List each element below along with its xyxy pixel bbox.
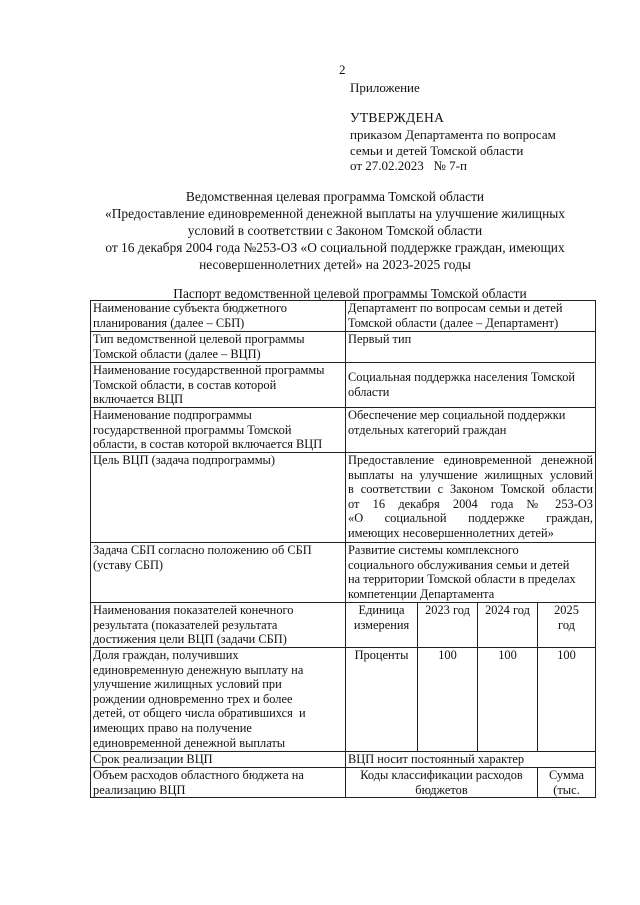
approved-heading: УТВЕРЖДЕНА: [350, 110, 445, 125]
table-row: [91, 408, 596, 453]
year-2024-header: 2024 год: [478, 603, 538, 648]
term-row: [91, 752, 596, 768]
approval-line: приказом Департамента по вопросам: [350, 127, 556, 142]
approval-order: [350, 127, 556, 174]
table-row: [91, 332, 596, 363]
approval-line: семьи и детей Томской области: [350, 142, 524, 158]
indicators-label: Наименования показателей конечного результата (показателей результата достижения цели ВЦП (задачи СБП): [91, 603, 346, 648]
year-2023-header: 2023 год: [418, 603, 478, 648]
table-row: [91, 543, 596, 603]
program-title-line: Ведомственная целевая программа Томской области: [185, 189, 485, 204]
classification-codes-header: Коды классификации расходов бюджетов: [346, 768, 538, 798]
row-value: Предоставление единовременной денежной выплаты на улучшение жилищных условий в соответствии с Законом Томской области от 16 декабря 2004 года № 253-ОЗ «О социальной поддержке граждан, имеющих несовершеннолетних детей»: [346, 453, 596, 543]
page-number: 2: [339, 62, 346, 77]
table-row: [91, 453, 596, 543]
row-label: Наименование государственной программы Томской области, в состав которой включается ВЦП: [91, 363, 346, 408]
term-label: Срок реализации ВЦП: [91, 752, 346, 768]
passport-table: [90, 300, 596, 798]
row-label: Задача СБП согласно положению об СБП (уставу СБП): [91, 543, 346, 603]
sum-header: Сумма (тыс.: [538, 768, 596, 798]
table-row: [91, 301, 596, 332]
unit-header: Единица измерения: [346, 603, 418, 648]
program-title-line: «Предоставление единовременной денежной выплаты на улучшение жилищных: [105, 206, 565, 221]
program-title-line: условий в соответствии с Законом Томской области: [187, 223, 483, 238]
program-title-line: несовершеннолетних детей» на 2023-2025 годы: [199, 257, 471, 272]
indicator-label: Доля граждан, получивших единовременную денежную выплату на улучшение жилищных условий при рождении одновременно трех и более детей, от общего числа обратившихся и имеющих право на получение единовременной денежной выплаты: [91, 648, 346, 752]
indicator-value-2024: 100: [478, 648, 538, 752]
table-row: [91, 363, 596, 408]
term-value: ВЦП носит постоянный характер: [346, 752, 596, 768]
row-label: Тип ведомственной целевой программы Томской области (далее – ВЦП): [91, 332, 346, 363]
appendix-label: Приложение: [350, 80, 420, 95]
indicator-row: [91, 648, 596, 752]
year-2025-header: 2025 год: [538, 603, 596, 648]
row-value: Первый тип: [346, 332, 596, 363]
row-label: Цель ВЦП (задача подпрограммы): [91, 453, 346, 543]
row-value: Обеспечение мер социальной поддержки отдельных категорий граждан: [346, 408, 596, 453]
row-value: Социальная поддержка населения Томской области: [346, 363, 596, 408]
indicator-value-2023: 100: [418, 648, 478, 752]
row-value: Развитие системы комплексного социального обслуживания семьи и детей на территории Томской области в пределах компетенции Департамента: [346, 543, 596, 603]
row-label: Наименование подпрограммы государственной программы Томской области, в состав которой включается ВЦП: [91, 408, 346, 453]
approval-date-number: от 27.02.2023 № 7-п: [350, 158, 467, 173]
expenses-label: Объем расходов областного бюджета на реализацию ВЦП: [91, 768, 346, 798]
indicator-value-2025: 100: [538, 648, 596, 752]
indicators-header-row: [91, 603, 596, 648]
row-label: Наименование субъекта бюджетного планирования (далее – СБП): [91, 301, 346, 332]
program-title: [60, 188, 610, 273]
expenses-row: [91, 768, 596, 798]
row-value: Департамент по вопросам семьи и детей Томской области (далее – Департамент): [346, 301, 596, 332]
program-title-line: от 16 декабря 2004 года №253-ОЗ «О социальной поддержке граждан, имеющих: [105, 240, 565, 255]
passport-title: Паспорт ведомственной целевой программы Томской области: [173, 286, 527, 301]
indicator-unit: Проценты: [346, 648, 418, 752]
